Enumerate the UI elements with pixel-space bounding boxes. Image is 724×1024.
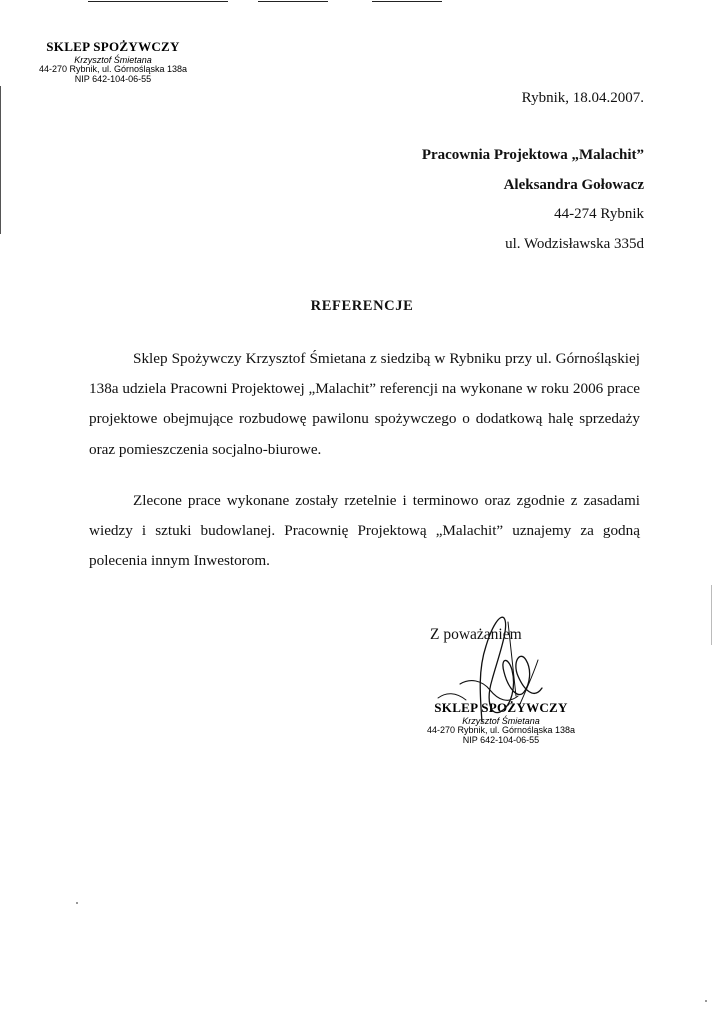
stamp-address: 44-270 Rybnik, ul. Górnośląska 138a: [426, 725, 576, 736]
header-stamp: [28, 40, 198, 84]
recipient-company: Pracownia Projektowa „Malachit”: [421, 147, 644, 163]
scan-edge-line: [372, 1, 442, 2]
handwritten-signature: [420, 600, 580, 730]
stamp-company: SKLEP SPOŻYWCZY: [46, 39, 180, 54]
scan-edge-line: [88, 1, 228, 2]
scan-speck: [705, 1000, 707, 1002]
body-paragraph: Sklep Spożywczy Krzysztof Śmietana z siedzibą w Rybniku przy ul. Górnośląskiej 138a udziela Pracowni Projektowej „Malachit” referencji na wykonane w roku 2006 prace projektowe obejmujące rozbudowę pawilonu spożywczego o dodatkową halę sprzedaży oraz pomieszczenia socjalno-biurowe.: [89, 350, 640, 458]
body-paragraph-2-container: [89, 486, 640, 577]
recipient-block: [422, 141, 644, 259]
scan-speck: [76, 902, 78, 904]
closing-phrase: Z poważaniem: [430, 626, 522, 643]
scan-edge-line: [711, 585, 712, 645]
recipient-person: Aleksandra Gołowacz: [503, 176, 644, 193]
recipient-street: ul. Wodzisławska 335d: [505, 235, 644, 252]
scan-edge-line: [258, 1, 328, 2]
stamp-company: SKLEP SPOŻYWCZY: [434, 700, 568, 715]
stamp-nip: NIP 642-104-06-55: [74, 73, 152, 84]
stamp-nip: NIP 642-104-06-55: [462, 734, 540, 745]
stamp-address: 44-270 Rybnik, ul. Górnośląska 138a: [38, 64, 188, 75]
recipient-city: 44-274 Rybnik: [554, 206, 644, 222]
stamp-owner: Krzysztof Śmietana: [462, 715, 540, 726]
document-title: REFERENCJE: [310, 298, 414, 314]
letter-date: Rybnik, 18.04.2007.: [521, 90, 644, 106]
stamp-owner: Krzysztof Śmietana: [74, 54, 152, 65]
scan-edge-line: [0, 86, 1, 234]
body-paragraph-1-container: [89, 344, 640, 465]
body-paragraph: Zlecone prace wykonane zostały rzetelnie i terminowo oraz zgodnie z zasadami wiedzy i sztuki budowlanej. Pracownię Projektową „Malachit” uznajemy za godną polecenia innym Inwestorom.: [89, 492, 640, 570]
